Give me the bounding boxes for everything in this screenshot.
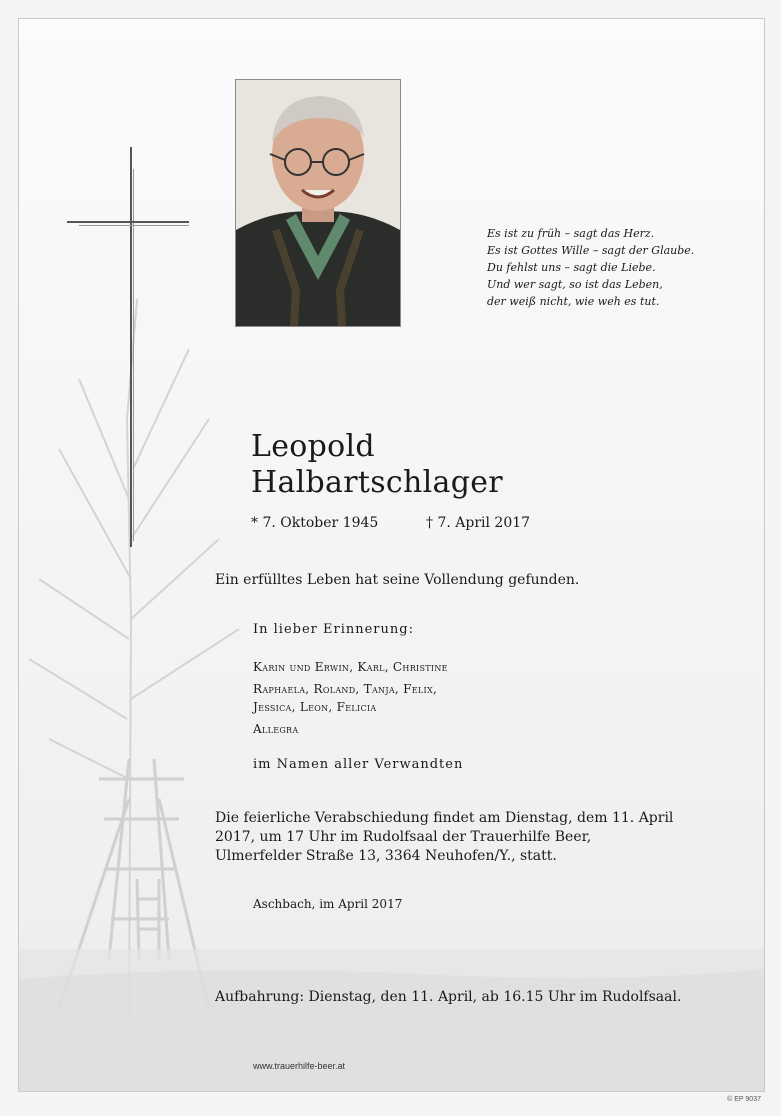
poem-line: Es ist zu früh – sagt das Herz. <box>487 227 655 240</box>
website-link[interactable]: www.trauerhilfe-beer.at <box>253 1061 346 1071</box>
cross-horizontal-shadow <box>79 225 189 226</box>
poem-line: Du fehlst uns – sagt die Liebe. <box>487 261 656 274</box>
parte-sheet <box>18 18 765 1092</box>
cross-vertical-beam <box>130 147 132 547</box>
life-dates <box>251 515 571 531</box>
motto: Ein erfülltes Leben hat seine Vollendung gefunden. <box>215 572 580 588</box>
birth-date: * 7. Oktober 1945 <box>251 515 379 531</box>
memory-heading: In lieber Erinnerung: <box>253 622 414 637</box>
poem-line: Es ist Gottes Wille – sagt der Glaube. <box>487 244 695 257</box>
ceremony-line: Die feierliche Verabschiedung findet am Dienstag, dem 11. April <box>215 810 674 826</box>
cross-horizontal-beam <box>67 221 189 223</box>
deceased-name <box>251 429 503 501</box>
ceremony-line: 2017, um 17 Uhr im Rudolfsaal der Trauerhilfe Beer, <box>215 829 592 845</box>
print-code: © EP 9037 <box>727 1096 761 1103</box>
family-line: Karin und Erwin, Karl, Christine <box>253 660 448 674</box>
poem-line: der weiß nicht, wie weh es tut. <box>487 295 660 308</box>
death-date: † 7. April 2017 <box>426 515 531 531</box>
first-name: Leopold <box>251 429 375 464</box>
portrait-photo <box>235 79 401 327</box>
kin-line: im Namen aller Verwandten <box>253 757 464 772</box>
poem-line: Und wer sagt, so ist das Leben, <box>487 278 663 291</box>
place-date: Aschbach, im April 2017 <box>253 897 403 911</box>
ceremony-line: Ulmerfelder Straße 13, 3364 Neuhofen/Y., statt. <box>215 848 557 864</box>
ceremony-notice <box>215 809 674 866</box>
last-name: Halbartschlager <box>251 465 503 500</box>
family-line: Raphaela, Roland, Tanja, Felix, <box>253 682 438 696</box>
family-list <box>253 657 448 739</box>
family-line: Allegra <box>253 722 299 736</box>
poem <box>487 225 694 310</box>
family-line: Jessica, Leon, Felicia <box>253 700 377 714</box>
viewing-notice: Aufbahrung: Dienstag, den 11. April, ab 16.15 Uhr im Rudolfsaal. <box>215 989 682 1005</box>
